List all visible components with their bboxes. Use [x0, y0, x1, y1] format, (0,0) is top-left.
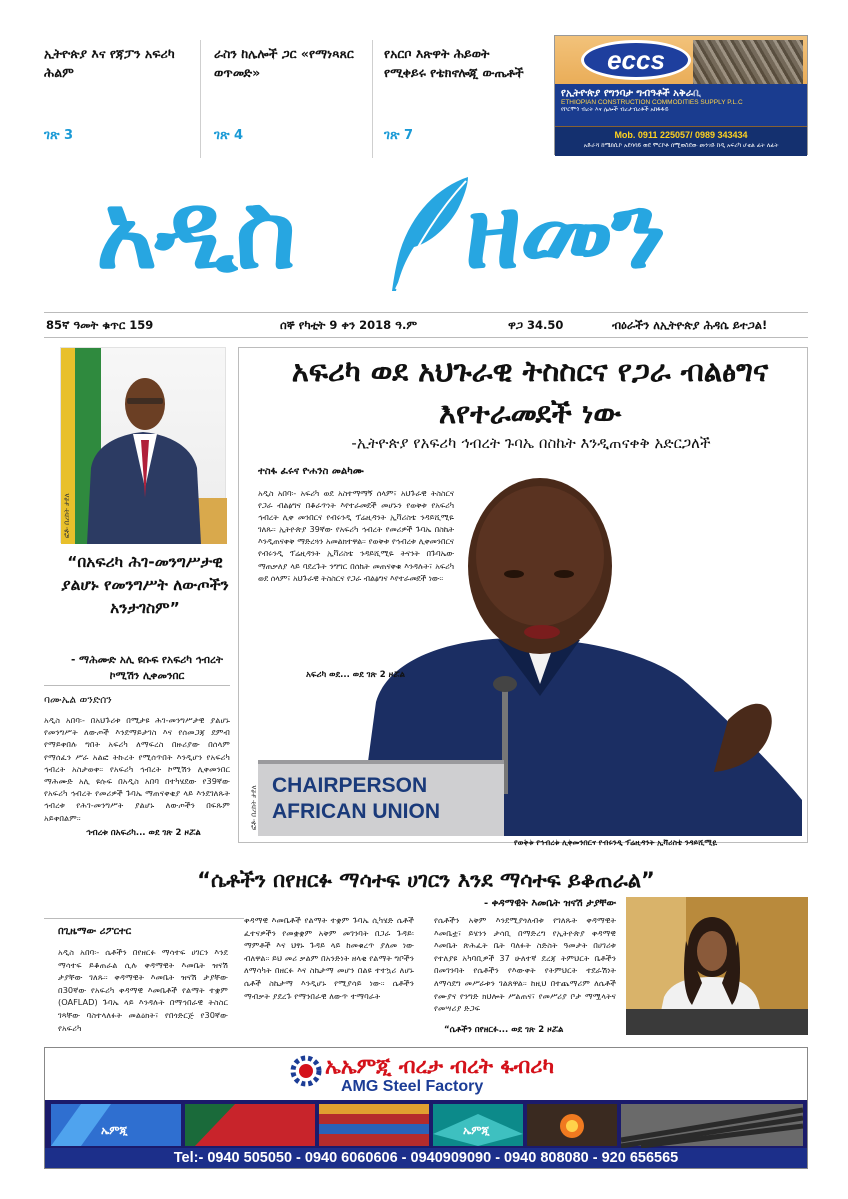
sheet-label-1: ኤምጂ — [101, 1124, 128, 1137]
left-continue-link[interactable]: ኅብረቱ በአፍሪካ... ወደ ገጽ 2 ዞሯል — [86, 828, 201, 838]
podium-line-2: AFRICAN UNION — [272, 800, 440, 823]
main-body: አዲስ አበባ፡- አፍሪካ ወደ አስተማማኝ ሰላም፣ አህጉራዊ ትስስርና የጋራ ብልፅግና በቆራጥነት እየተራመደች መሆኑን የወቅቱ የአፍሪካ ኅብረት ሊቀ መንበርና የብሩንዲ ፕሬዚዳንት ኢቫሪስቴ ንዳይሺሚዬ ገለጹ። ኢትዮጵያ 39ኛው የአፍሪካ ኅብረት የመሪዎች ጉባኤ በስኬት እንዲጠናቀቅ ማድረጓን አመልክተዋል። የወቅቱ የኅብረቱ ሊቀመንበርና የብሩንዲ ፕሬዚዳንት ኢቫሪስቴ ንዳይሺሚዬ ትናንት በጉባኤው ማጠቃለያ ላይ ባደረጉት ንግግር በሰኬት መጠናቀቁ እንዳሉት፣ አፍሪካ ወደ ሰላም፣ አህጉራዊ ትስስርና የጋራ ብልፅግና እየተራመደች ነው። — [258, 489, 454, 583]
sheet-image-rainbow — [319, 1104, 429, 1146]
masthead-title-right: ዘመን — [465, 170, 665, 292]
teaser-3-text: የአርቦ እጽዋት ሕይወት የሚቀይሩ የቴክኖሎጂ ውጤቶች — [384, 46, 524, 80]
feather-icon — [378, 173, 474, 295]
divider — [44, 685, 230, 686]
ad-amg-steel[interactable] — [44, 1047, 808, 1169]
teaser-1-page: ገጽ 3 — [44, 128, 74, 143]
sheet-image-stack — [433, 1104, 523, 1146]
second-body-col-3: የሴቶችን አቅም እንደሚያጎለብቱ የገለጹት ቀዳማዊት እመቤቷ፣ ይሄንን ታሳቢ በማድረግ የኢትዮጵያ ቀዳማዊ እመቤት ጽሕፈት ቤት ባለፉት ስድስት ዓመታት በሀገሪቱ የተለያዩ አካባቢዎች 37 ሁለተኛ ደረጃ ትምህርት ቤቶችን በመገንባት የሴቶችን የእውቀት የትምህርት ተደራሽነት ለማሳደግ መሥራቱን ገልጸዋል። ከዚህ በተጨማሪም ለሴቶች የሙያና የንግድ ክህሎት ሥልጠና፣ የመሥሪያ ቦታ ማሟላትና የመሣሪያ ድጋፍ — [434, 915, 616, 1014]
divider — [200, 40, 201, 158]
ad-eccs-tagline: የኮርሞጎ ብረት እና ሌሎች ብረታብረቶች አከፋፋይ — [561, 106, 669, 113]
teaser-2-text: ራስን ከሌሎች ጋር «የማነጻጸር ወጥመድ» — [214, 46, 354, 80]
masthead — [40, 165, 810, 297]
ad-amg-name-am: ኤኤምጂ ብረታ ብረት ፋብሪካ — [325, 1054, 554, 1078]
main-continue-link[interactable]: አፍሪካ ወደ... ወደ ገጽ 2 ዞሯል — [306, 670, 405, 680]
ad-eccs-name-am: የኢትዮጵያ የግንባታ ግብዓቶች አቅራቢ — [561, 88, 701, 99]
eccs-logo: eccs — [581, 40, 691, 80]
left-photo-credit: ፎቶ፡ በረከት ታደለ — [63, 493, 71, 538]
photo-ali-youssouf — [60, 347, 226, 543]
ad-eccs-phone-bar — [555, 127, 807, 156]
teaser-1[interactable] — [44, 44, 194, 143]
issue-price: ዋጋ 34.50 — [508, 318, 564, 332]
main-headline[interactable]: አፍሪካ ወደ አህጉራዊ ትስስርና የጋራ ብልፅግና እየተራመደች ነው — [291, 354, 769, 430]
gear-icon — [289, 1054, 323, 1088]
left-body: አዲስ አበባ፡- በአህጉሪቱ በሚታዩ ሕገ-መንግሥታዊ ያልሆኑ የመንግሥት ለውጦች እንደማይታገስ እና የሰመጋጃ ደምብ የማይቀበሉ ግበት አፍሪካ ለማፍረስ በዙሪያው በሰላም የማሰፈን ሥራ አልፎ ትኩረት የሚሰጥበት እንዲሆን የአፍሪካ ኅብረት አስታወቀ። የአፍሪካ ኅብረት ኮሚሽን ሊቀመንበር ማሕሙድ አሊ ዩሱፍ በአዲስ አበባ በተካሄደው የ39ኛው የአፍሪካ ኅብረት የመሪዎች ጉባኤ ማጠናቀቂያ ላይ እንደገለጹት ኅብረቱ የሕገ-መንግሥት ያልሆኑ ለውጦችን በፍጹም አይቀበልም። — [44, 715, 230, 823]
issue-date: ሰኞ የካቲት 9 ቀን 2018 ዓ.ም — [280, 318, 418, 332]
second-body-col-1: አዲስ አበባ፡- ሴቶችን በየዘርፉ ማሳተፍ ሀገርን እንደ ማሳተፍ ይቆጠራል ሲሉ ቀዳማዊት እመቤት ዝናሽ ታያቸው ገለጹ። ቀዳማዊት እመቤት ዝናሽ ታያቸው በ30ኛው የአፍሪካ ቀዳማዊ እመቤቶች የልማት ተቋም (OAFLAD) ጉባኤ ላይ እንዳሉት በማኅበራዊ ትስስር ገጻቸው ባስተላለፉት መልዕክት፣ የበጎድርጅ የ30ኛው የአፍሪካ — [58, 947, 228, 1033]
ad-eccs-name-en: ETHIOPIAN CONSTRUCTION COMMODITIES SUPPLY P.L.C — [561, 99, 743, 106]
main-photo-caption: የወቅቱ የኅብረቱ ሊቀመንበርና የብሩንዲ ፕሬዚዳንት ኢቫሪስቴ ንዳይሺሚዬ — [514, 838, 718, 847]
speaker-portrait — [61, 348, 227, 544]
ad-eccs-banner — [555, 84, 807, 126]
sheet-image-red — [185, 1104, 315, 1146]
main-subhead: -ኢትዮጵያ የአፍሪካ ኅብረት ጉባኤ በስኬት እንዲጠናቀቅ አድርጋለች — [351, 434, 711, 452]
factory-image — [527, 1104, 617, 1146]
second-headline-quote[interactable]: “ሴቶችን በየዘርፉ ማሳተፍ ሀገርን እንደ ማሳተፍ ይቆጠራል” — [197, 868, 655, 892]
issue-number: 85ኛ ዓመት ቁጥር 159 — [46, 318, 154, 332]
left-quote-attribution: - ማሕሙድ አሊ ዩሱፍ የአፍሪካ ኅብረት ኮሚሽን ሊቀመንበር — [71, 654, 223, 682]
main-byline: ተስፋ ፈሩና ዮሐንስ መልካሙ — [258, 466, 364, 477]
ad-eccs[interactable] — [554, 35, 808, 155]
teaser-1-text: ኢትዮጵያ እና የጃፓን አፍሪካ ሕልም — [44, 46, 175, 80]
sheet-image-blue — [51, 1104, 181, 1146]
issue-info-bar — [44, 312, 808, 338]
second-byline: በጊዜማው ሪፖርተር — [58, 926, 132, 937]
teaser-2-page: ገጽ 4 — [214, 128, 244, 143]
sheet-label-2: ኤምጂ — [463, 1124, 490, 1137]
left-byline: ባሙኤል ወንድሰን — [44, 694, 112, 706]
teaser-2[interactable] — [214, 44, 364, 143]
photo-zinash-tayachew — [626, 897, 808, 1035]
motto: ብዕራችን ለኢትዮጵያ ሕዳሴ ይተጋል! — [612, 318, 768, 332]
second-attribution: - ቀዳማዊት እመቤት ዝናሽ ታያቸው — [484, 898, 617, 909]
teaser-3-page: ገጽ 7 — [384, 128, 414, 143]
ad-amg-name-en: AMG Steel Factory — [341, 1078, 484, 1095]
second-continue-link[interactable]: “ሴቶችን በየዘርፉ... ወደ ገጽ 2 ዞሯል — [444, 1025, 564, 1035]
podium-line-1: CHAIRPERSON — [272, 774, 428, 797]
divider — [372, 40, 373, 158]
ad-eccs-address: አድራሻ ከሜክሲኮ አደባባይ ወደ ሞርኮቶ በሚወስደው መንገድ ከዲ አፍሪካ ሆቴል ፊት ለፊት — [583, 142, 779, 149]
left-quote: “በአፍሪካ ሕገ-መንግሥታዊ ያልሆኑ የመንግሥት ለውጦችን አንታገስም” — [61, 553, 229, 617]
teaser-3[interactable] — [384, 44, 534, 143]
ad-eccs-phone: Mob. 0911 225057/ 0989 343434 — [614, 130, 748, 140]
second-body-col-2: ቀዳማዊ እመቤቶች የልማት ተቋም ጉባኤ ሲካሄድ ሴቶች ፈተናዎችን የመቋቋም አቅም መገንባት በጋራ ጉዳይ፡ ማምቶች እና ህፃኑ ጉዳይ ላይ ከመቁረጥ ያለመ ነው ብለዋል። ይህ መሪ ቃልም በአንድነት ዘላቂ የልማት ግቦችን ለማሳካት በዘርፉ እና ስኬታማ መሆን በልዩ ተተኳሪ ለሆኑ ሴቶች ስኬታማ እንዲሆኑ የሚያሳይ ነው። ሴቶችን ማብቃት ያደረጉ የማንበራዊ ለውጥ ተማባራት — [244, 915, 414, 1001]
divider — [44, 918, 244, 919]
main-photo-credit: ፎቶ፡ በረከት ታደለ — [250, 785, 258, 830]
first-lady-portrait — [626, 897, 808, 1035]
masthead-title-left: አዲስ — [96, 170, 295, 292]
ad-amg-phone: Tel:- 0940 505050 - 0940 6060606 - 0940909090 - 0940 808080 - 920 656565 — [45, 1148, 807, 1168]
rebar-image — [621, 1104, 803, 1146]
